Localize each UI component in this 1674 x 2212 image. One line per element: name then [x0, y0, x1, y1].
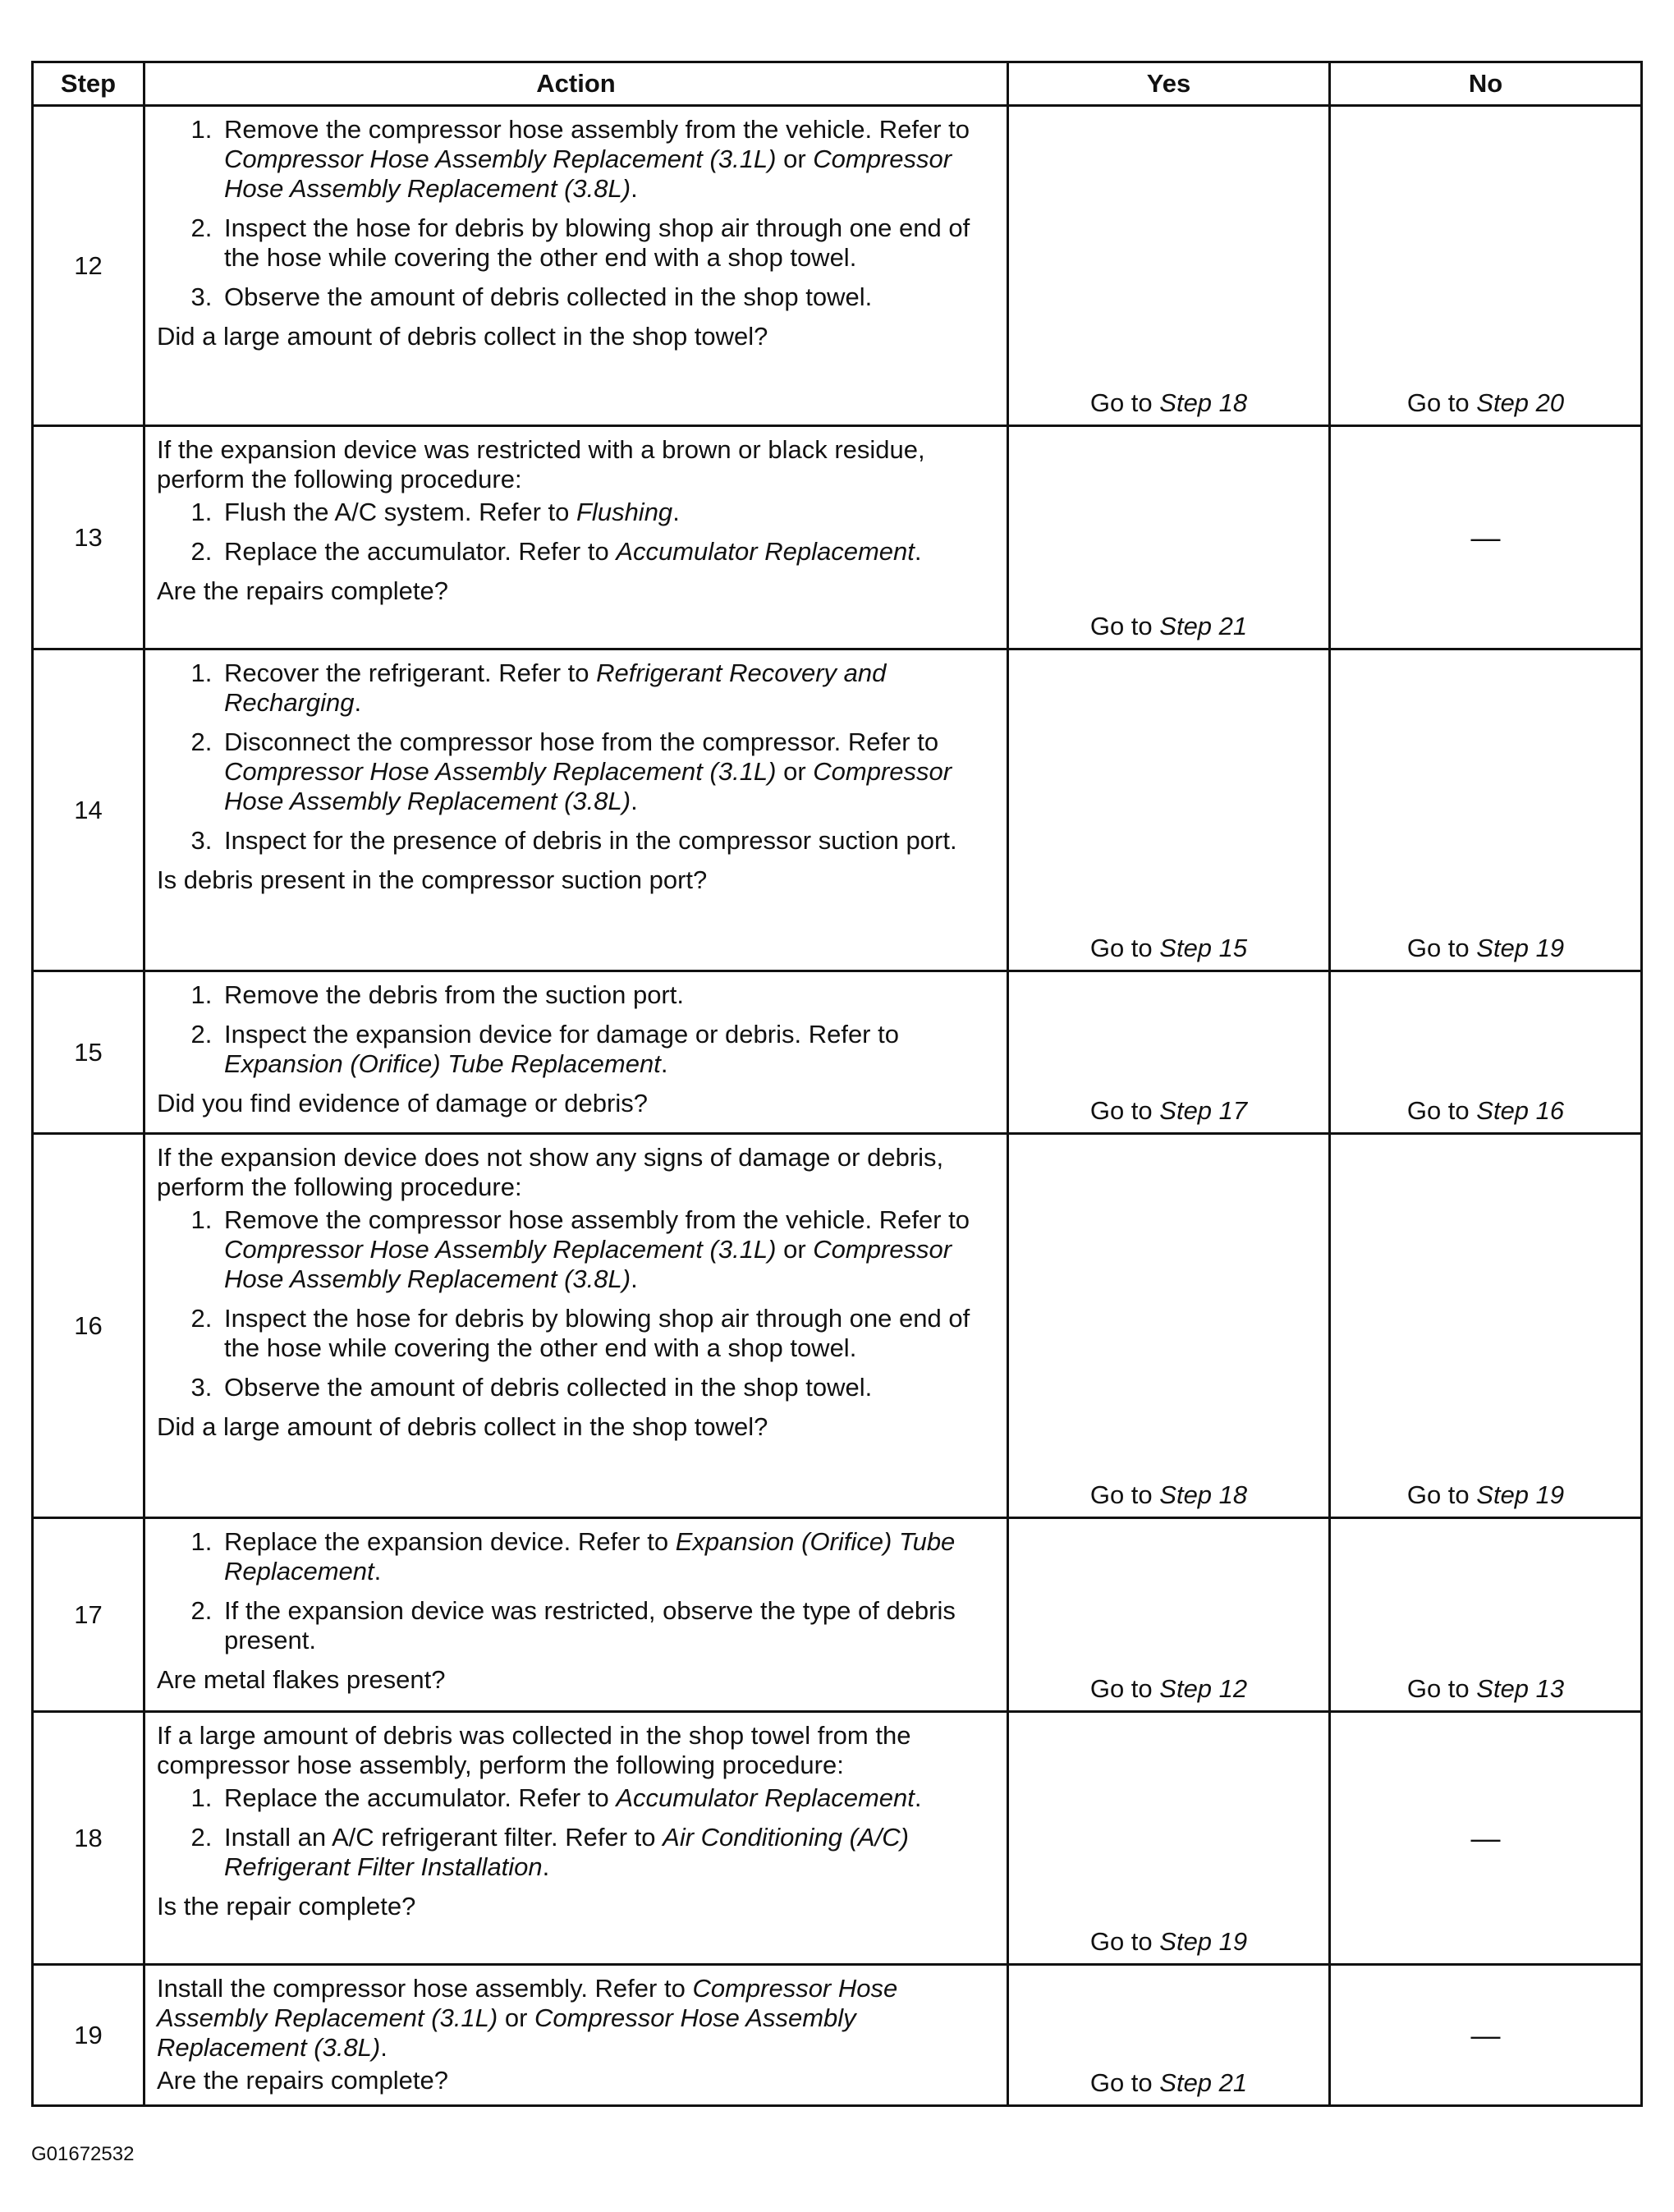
question-text: Is the repair complete? — [157, 1892, 416, 1921]
table-row-step-19 — [33, 1965, 1642, 2106]
procedure-item — [219, 826, 995, 856]
procedure-list — [157, 1783, 995, 1882]
item-text: . — [374, 1557, 382, 1586]
procedure-item — [219, 537, 995, 567]
header-action: Action — [144, 62, 1008, 106]
procedure-item — [219, 659, 995, 718]
no-action-dash: — — [1470, 2017, 1501, 2052]
yes-cell — [1008, 1965, 1330, 2106]
procedure-item — [219, 1373, 995, 1402]
item-text: Install an A/C refrigerant filter. Refer to — [224, 1823, 663, 1852]
no-cell — [1330, 1134, 1642, 1518]
no-cell — [1330, 971, 1642, 1134]
goto-step-link[interactable]: Step 21 — [1159, 2068, 1248, 2097]
action-cell — [144, 1965, 1008, 2106]
reference-link[interactable]: Refrigerant Recovery and Recharging — [224, 659, 887, 717]
reference-link[interactable]: Accumulator Replacement — [616, 537, 915, 566]
action-cell — [144, 1518, 1008, 1712]
goto-step-link[interactable]: Step 19 — [1476, 934, 1565, 962]
item-text: . — [914, 537, 922, 566]
action-cell — [144, 1134, 1008, 1518]
item-text: Remove the compressor hose assembly from the vehicle. Refer to — [224, 1205, 970, 1234]
reference-link[interactable]: Compressor Hose Assembly Replacement (3.8L) — [224, 757, 952, 815]
table-row-step-18 — [33, 1712, 1642, 1965]
item-text: Replace the accumulator. Refer to — [224, 1783, 617, 1812]
procedure-item — [219, 1205, 995, 1294]
step-number: 16 — [33, 1134, 144, 1518]
action-cell — [144, 1712, 1008, 1965]
diagnostic-table-sheet — [31, 61, 1640, 2107]
table-row-step-15 — [33, 971, 1642, 1134]
goto-text: Go to — [1406, 934, 1477, 962]
reference-link[interactable]: Compressor Hose Assembly Replacement (3.8L) — [224, 1235, 952, 1293]
procedure-item — [219, 1783, 995, 1813]
procedure-item — [219, 727, 995, 816]
procedure-item — [219, 282, 995, 312]
question-text: Did you find evidence of damage or debris? — [157, 1089, 648, 1117]
reference-link[interactable]: Compressor Hose Assembly Replacement (3.8L) — [224, 145, 952, 203]
item-text: or — [776, 757, 814, 786]
goto-text: Go to — [1089, 388, 1160, 417]
item-text: . — [542, 1852, 550, 1881]
goto-text: Go to — [1089, 612, 1160, 640]
no-action-dash: — — [1470, 1820, 1501, 1855]
yes-cell — [1008, 971, 1330, 1134]
intro-text: If a large amount of debris was collected in the shop towel from the compressor hose assembly, perform the following procedure: — [157, 1721, 911, 1779]
step-number: 13 — [33, 426, 144, 649]
reference-link[interactable]: Compressor Hose Assembly Replacement (3.1L) — [224, 1235, 777, 1264]
yes-cell — [1008, 1518, 1330, 1712]
action-cell — [144, 971, 1008, 1134]
diagnostic-table — [31, 61, 1643, 2107]
step-number: 18 — [33, 1712, 144, 1965]
question-text: Did a large amount of debris collect in the shop towel? — [157, 322, 768, 351]
step-number: 17 — [33, 1518, 144, 1712]
header-yes: Yes — [1008, 62, 1330, 106]
no-cell — [1330, 1518, 1642, 1712]
item-text: Observe the amount of debris collected in the shop towel. — [224, 282, 873, 311]
step-number: 15 — [33, 971, 144, 1134]
goto-text: Go to — [1089, 1096, 1160, 1125]
goto-text: Go to — [1406, 1674, 1477, 1703]
intro-text: If the expansion device does not show any signs of damage or debris, perform the following procedure: — [157, 1143, 944, 1201]
goto-step-link[interactable]: Step 17 — [1159, 1096, 1248, 1125]
item-text: Observe the amount of debris collected in the shop towel. — [224, 1373, 873, 1402]
goto-step-link[interactable]: Step 12 — [1159, 1674, 1248, 1703]
item-text: Remove the compressor hose assembly from the vehicle. Refer to — [224, 115, 970, 144]
yes-cell — [1008, 106, 1330, 426]
item-text: . — [631, 1264, 638, 1293]
item-text: . — [672, 498, 680, 526]
item-text: Inspect the hose for debris by blowing shop air through one end of the hose while covering the other end with a shop towel. — [224, 213, 970, 272]
procedure-item — [219, 498, 995, 527]
goto-text: Go to — [1089, 2068, 1160, 2097]
question-text: Are the repairs complete? — [157, 2066, 448, 2095]
item-text: or — [498, 2003, 535, 2032]
header-row — [33, 62, 1642, 106]
table-row-step-13 — [33, 426, 1642, 649]
procedure-list — [157, 659, 995, 856]
procedure-item — [219, 1020, 995, 1079]
item-text: Recover the refrigerant. Refer to — [224, 659, 597, 687]
reference-link[interactable]: Compressor Hose Assembly Replacement (3.1L) — [157, 1974, 898, 2032]
yes-cell — [1008, 649, 1330, 971]
item-text: Flush the A/C system. Refer to — [224, 498, 576, 526]
goto-text: Go to — [1406, 1480, 1477, 1509]
item-text: If the expansion device was restricted, observe the type of debris present. — [224, 1596, 956, 1654]
step-number: 14 — [33, 649, 144, 971]
intro-text — [157, 1974, 995, 2063]
goto-step-link[interactable]: Step 13 — [1476, 1674, 1565, 1703]
item-text: or — [776, 145, 814, 173]
intro-text: If the expansion device was restricted with a brown or black residue, perform the following procedure: — [157, 435, 925, 493]
step-number: 19 — [33, 1965, 144, 2106]
yes-cell — [1008, 1134, 1330, 1518]
item-text: or — [776, 1235, 814, 1264]
procedure-list — [157, 980, 995, 1079]
item-text: Remove the debris from the suction port. — [224, 980, 684, 1009]
procedure-list — [157, 1527, 995, 1655]
goto-step-link[interactable]: Step 15 — [1159, 934, 1248, 962]
no-cell — [1330, 649, 1642, 971]
reference-link[interactable]: Expansion (Orifice) Tube Replacement — [224, 1049, 661, 1078]
goto-step-link[interactable]: Step 16 — [1476, 1096, 1565, 1125]
goto-text: Go to — [1089, 1480, 1160, 1509]
no-cell — [1330, 1965, 1642, 2106]
item-text: Install the compressor hose assembly. Refer to — [157, 1974, 693, 2003]
action-cell — [144, 106, 1008, 426]
question-text: Are the repairs complete? — [157, 576, 448, 605]
item-text: . — [660, 1049, 668, 1078]
item-text: . — [631, 174, 638, 203]
procedure-item — [219, 1596, 995, 1655]
item-text: . — [631, 787, 638, 815]
item-text: . — [380, 2033, 388, 2062]
procedure-item — [219, 1823, 995, 1882]
goto-step-link[interactable]: Step 18 — [1159, 1480, 1248, 1509]
yes-cell — [1008, 1712, 1330, 1965]
goto-step-link[interactable]: Step 21 — [1159, 612, 1248, 640]
item-text: . — [354, 688, 362, 717]
reference-link[interactable]: Compressor Hose Assembly Replacement (3.8L) — [157, 2003, 856, 2062]
item-text: Replace the expansion device. Refer to — [224, 1527, 676, 1556]
goto-step-link[interactable]: Step 20 — [1476, 388, 1565, 417]
no-cell — [1330, 1712, 1642, 1965]
no-action-dash: — — [1470, 520, 1501, 554]
reference-link[interactable]: Compressor Hose Assembly Replacement (3.1L) — [224, 757, 777, 786]
item-text: . — [914, 1783, 922, 1812]
goto-step-link[interactable]: Step 18 — [1159, 388, 1248, 417]
goto-text: Go to — [1089, 934, 1160, 962]
no-cell — [1330, 426, 1642, 649]
question-text: Is debris present in the compressor suction port? — [157, 865, 708, 894]
yes-cell — [1008, 426, 1330, 649]
no-cell — [1330, 106, 1642, 426]
table-row-step-12 — [33, 106, 1642, 426]
reference-link[interactable]: Accumulator Replacement — [616, 1783, 915, 1812]
step-number: 12 — [33, 106, 144, 426]
item-text: Inspect the expansion device for damage or debris. Refer to — [224, 1020, 899, 1049]
item-text: Inspect for the presence of debris in the compressor suction port. — [224, 826, 957, 855]
goto-text: Go to — [1406, 388, 1477, 417]
procedure-item — [219, 213, 995, 273]
table-row-step-17 — [33, 1518, 1642, 1712]
figure-id: G01672532 — [31, 2143, 135, 2165]
goto-step-link[interactable]: Step 19 — [1159, 1927, 1248, 1956]
procedure-list — [157, 115, 995, 312]
goto-step-link[interactable]: Step 19 — [1476, 1480, 1565, 1509]
item-text: Replace the accumulator. Refer to — [224, 537, 617, 566]
reference-link[interactable]: Compressor Hose Assembly Replacement (3.1L) — [224, 145, 777, 173]
procedure-list — [157, 1205, 995, 1402]
table-row-step-16 — [33, 1134, 1642, 1518]
procedure-item — [219, 980, 995, 1010]
item-text: Inspect the hose for debris by blowing shop air through one end of the hose while covering the other end with a shop towel. — [224, 1304, 970, 1362]
procedure-item — [219, 1304, 995, 1363]
question-text: Are metal flakes present? — [157, 1665, 446, 1694]
goto-text: Go to — [1089, 1927, 1160, 1956]
question-text: Did a large amount of debris collect in the shop towel? — [157, 1412, 768, 1441]
header-step: Step — [33, 62, 144, 106]
action-cell — [144, 649, 1008, 971]
table-row-step-14 — [33, 649, 1642, 971]
procedure-list — [157, 498, 995, 567]
reference-link[interactable]: Expansion (Orifice) Tube Replacement — [224, 1527, 956, 1586]
header-no: No — [1330, 62, 1642, 106]
goto-text: Go to — [1089, 1674, 1160, 1703]
reference-link[interactable]: Air Conditioning (A/C) Refrigerant Filter Installation — [224, 1823, 909, 1881]
procedure-item — [219, 1527, 995, 1586]
goto-text: Go to — [1406, 1096, 1477, 1125]
item-text: Disconnect the compressor hose from the compressor. Refer to — [224, 727, 939, 756]
procedure-item — [219, 115, 995, 204]
action-cell — [144, 426, 1008, 649]
reference-link[interactable]: Flushing — [576, 498, 673, 526]
